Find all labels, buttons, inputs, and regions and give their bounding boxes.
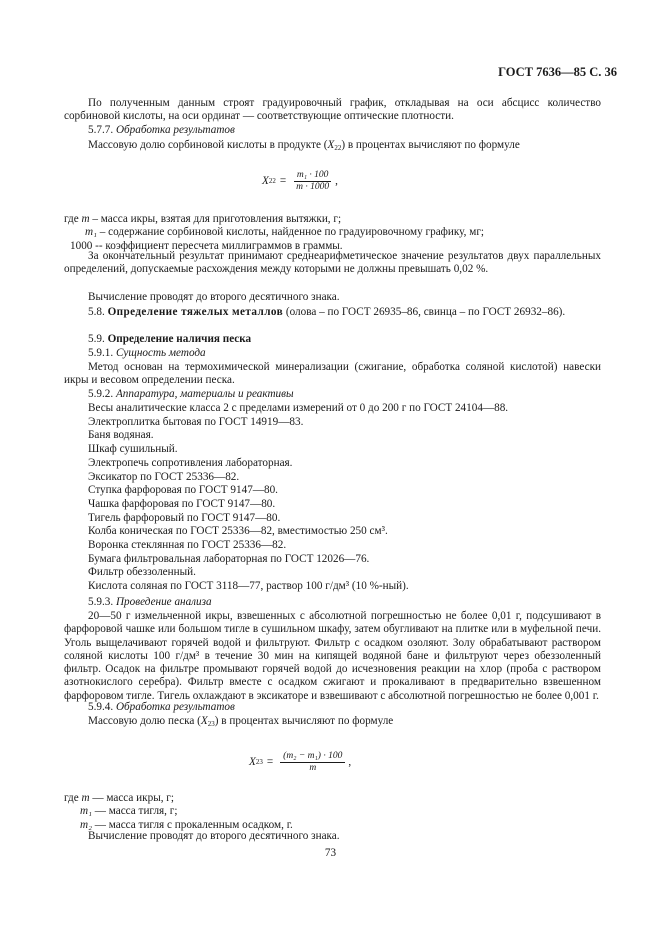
equipment-item: Фильтр обеззоленный.: [88, 566, 196, 579]
equipment-item: Колба коническая по ГОСТ 25336—82, вместимостью 250 см³.: [88, 525, 388, 538]
legend-row: где m — масса икры, г;: [64, 792, 174, 804]
formula-x22: X 22 = $\frac{\text{m₁ · 100}}{m \cdot 1000}$ ,: [262, 170, 338, 192]
section-5-9-1-heading: 5.9.1. Сущность метода: [88, 347, 206, 359]
paragraph-graph: По полученным данным строят градуировочный график, откладывая на оси абсцисс количество сорбиновой кислоты, на оси ординат — соответствующие оптические плотности.: [64, 97, 601, 123]
paragraph-sorbic-formula-intro: Массовую долю сорбиновой кислоты в продукте $(X_{22})$ в процентах вычисляют по формуле: [88, 139, 520, 152]
section-5-9-3-heading: 5.9.3. Проведение анализа: [88, 596, 212, 608]
equipment-item: Электропечь сопротивления лабораторная.: [88, 456, 293, 469]
equipment-item: Воронка стеклянная по ГОСТ 25336—82.: [88, 539, 287, 552]
legend-row: где m – масса икры, взятая для приготовления вытяжки, г;: [64, 213, 342, 225]
legend-row: m₁ — масса тигля, г;: [80, 805, 178, 818]
paragraph-calc-precision: Вычисление проводят до второго десятичного знака.: [88, 291, 340, 303]
formula-x22-fraction: $\frac{\text{m₁ · 100}}{m \cdot 1000}$: [293, 170, 332, 193]
section-5-9-heading: 5.9. Определение наличия песка: [88, 333, 252, 345]
equipment-item: Эксикатор по ГОСТ 25336—82.: [88, 470, 240, 483]
legend-row: m₁ – содержание сорбиновой кислоты, найденное по градуировочному графику, мг;: [85, 226, 485, 239]
page-header: ГОСТ 7636—85 С. 36: [498, 65, 617, 79]
formula-x23: X 23 = $\frac{\text{(m₂ − m₁) · 100}}{m}$ ,: [249, 751, 352, 773]
equipment-item: Электроплитка бытовая по ГОСТ 14919—83.: [88, 415, 304, 428]
formula-x22-legend: [64, 213, 601, 253]
formula-x23-fraction: $\frac{\text{(m₂ − m₁) · 100}}{m}$: [280, 751, 345, 774]
formula-x23-legend: [64, 792, 601, 832]
paragraph-sand-formula-intro: Массовую долю песка $(X_{23})$ в процентах вычисляют по формуле: [88, 715, 394, 728]
paragraph-final-result: За окончательный результат принимают среднеарифметическое значение результатов двух параллельных определений, допускаемые расхождения между которыми не должны превышать 0,02 %.: [64, 250, 601, 276]
equipment-item: Бумага фильтровальная лабораторная по ГОСТ 12026—76.: [88, 552, 370, 565]
page-number: 73: [324, 847, 337, 859]
legend-row: 1000 -- коэффициент пересчета миллиграммов в граммы.: [70, 239, 343, 252]
paragraph-analysis-procedure: 20—50 г измельченной икры, взвешенных с абсолютной погрешностью не более 0,01 г, подсушивают в фарфоровой чашке или большом тигле в сушильном шкафу, затем обугливают на плитке или в муфельной печи. Уголь выщелачивают горячей водой и фильтруют. Фильтр с осадком озоляют. Золу обрабатывают раствором соляной кислоты 100 г/дм³ в течение 30 мин на кипящей водяной бане и фильтруют через обеззоленный фильтр. Осадок на фильтре промывают горячей водой до исчезновения реакции на хлор (проба с раствором азотнокислого серебра). Фильтр вместе с осадком сжигают и прокаливают в предварительно взвешенном фарфоровом тигле. Тигель охлаждают в эксикаторе и взвешивают с абсолютной погрешностью не более 0,001 г.: [64, 610, 601, 702]
paragraph-calc-precision-2: Вычисление проводят до второго десятичного знака.: [88, 830, 340, 842]
equipment-item: Тигель фарфоровый по ГОСТ 9147—80.: [88, 511, 281, 524]
paragraph-method-basis: Метод основан на термохимической минерализации (сжигание, обработка соляной кислотой) навески икры и весовом определении песка.: [64, 361, 601, 387]
equipment-item: Баня водяная.: [88, 429, 154, 442]
equipment-item: Ступка фарфоровая по ГОСТ 9147—80.: [88, 484, 278, 497]
legend-row: m₂ — масса тигля с прокаленным осадком, г.: [80, 818, 293, 831]
section-5-9-2-heading: 5.9.2. Аппаратура, материалы и реактивы: [88, 388, 294, 400]
equipment-item: Весы аналитические класса 2 с пределами измерений от 0 до 200 г по ГОСТ 24104—88.: [88, 402, 509, 414]
section-5-8: 5.8. Определение тяжелых металлов (олова – по ГОСТ 26935–86, свинца – по ГОСТ 26932–86).: [88, 306, 566, 318]
section-5-9-4-heading: 5.9.4. Обработка результатов: [88, 701, 235, 713]
equipment-item: Чашка фарфоровая по ГОСТ 9147—80.: [88, 497, 276, 510]
equipment-item: Шкаф сушильный.: [88, 443, 178, 456]
equipment-item: Кислота соляная по ГОСТ 3118—77, раствор 100 г/дм³ (10 %-ный).: [88, 580, 409, 593]
section-5-7-7-heading: 5.7.7. Обработка результатов: [88, 124, 235, 136]
equipment-list: [64, 402, 601, 594]
